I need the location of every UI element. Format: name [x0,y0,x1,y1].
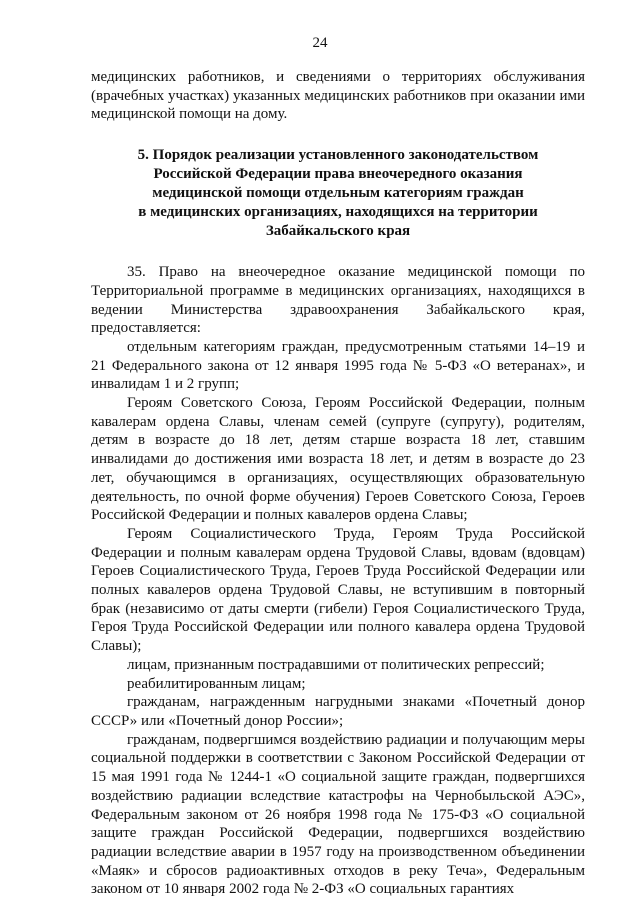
section-heading-line: медицинской помощи отдельным категориям граждан [152,185,524,202]
list-item-radiation: гражданам, подвергшимся воздействию радиации и получающим меры социальной поддержки в соответствии с Законом Российской Федерации от 15 мая 1991 года № 1244-1 «О социальной защите граждан, подвергшихся воздействию радиации вследствие катастрофы на Чернобыльской АЭС», Федеральным законом от 26 ноября 1998 года № 175-ФЗ «О социальной защите граждан Российской Федерации, подвергшихся воздействию радиации вследствие аварии в 1957 году на производственном объединении «Маяк» и сбросов радиоактивных отходов в реку Теча», Федеральным законом от 10 января 2002 года № 2-ФЗ «О социальных гарантиях [91,731,585,898]
document-body [91,68,585,899]
list-item-repressed: лицам, признанным пострадавшими от политических репрессий; [127,656,545,673]
section-heading [91,146,585,241]
list-item-heroes-labor: Героям Социалистического Труда, Героям Труда Российской Федерации и полным кавалерам ордена Трудовой Славы, вдовам (вдовцам) Героев Социалистического Труда, Героев Труда Российской Федерации или полных кавалеров ордена Трудовой Славы, не вступившим в повторный брак (независимо от даты смерти (гибели) Героя Социалистического Труда, Героя Труда Российской Федерации или полного кавалера ордена Трудовой Славы); [91,525,585,655]
section-heading-line: Забайкальского края [265,223,411,240]
list-item-heroes-ussr: Героям Советского Союза, Героям Российской Федерации, полным кавалерам ордена Славы, членам семей (супруге (супругу), родителям, детям в возрасте до 18 лет, детям старше возраста 18 лет, ставшим инвалидами до достижения ими возраста 18 лет, и детям в возрасте до 23 лет, обучающимся в организациях, осуществляющих образовательную деятельность, по очной форме обучения) Героев Советского Союза, Героев Российской Федерации и полных кавалеров ордена Славы; [91,395,585,524]
section-heading-line: в медицинских организациях, находящихся на территории [138,204,538,221]
section-heading-line: Российской Федерации права внеочередного оказания [153,166,523,183]
paragraph-35: 35. Право на внеочередное оказание медицинской помощи по Территориальной программе в медицинских организациях, находящихся в ведении Министерства здравоохранения Забайкальского края, предоставляется: [91,264,585,337]
intro-paragraph: медицинских работников, и сведениями о территориях обслуживания (врачебных участках) указанных медицинских работников при оказании ими медицинской помощи на дому. [91,69,585,123]
section-heading-line: 5. Порядок реализации установленного законодательством [137,147,539,164]
list-item-veterans: отдельным категориям граждан, предусмотренным статьями 14–19 и 21 Федерального закона от 12 января 1995 года № 5-ФЗ «О ветеранах», и инвалидам 1 и 2 групп; [91,338,585,393]
page-number: 24 [312,35,328,51]
list-item-rehabilitated: реабилитированным лицам; [127,675,306,692]
list-item-donors: гражданам, награжденным нагрудными знаками «Почетный донор СССР» или «Почетный донор России»; [91,694,585,729]
